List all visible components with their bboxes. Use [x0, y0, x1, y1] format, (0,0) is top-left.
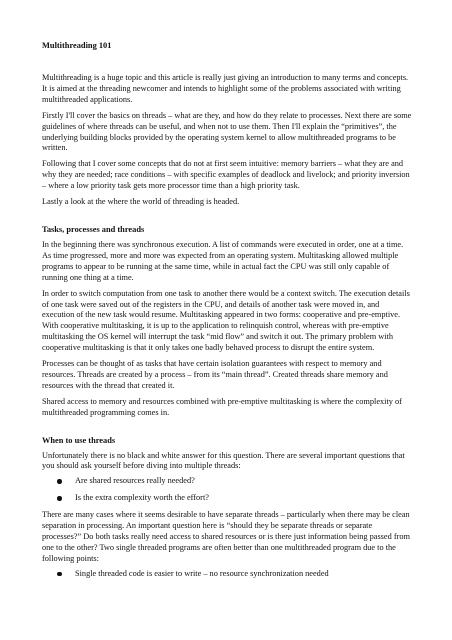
- list-item: [42, 493, 412, 504]
- section1-paragraph-1: In the beginning there was synchronous execution. A list of commands were executed in order, one at a time. As time progressed, more and more was expected from an operating system. Multitasking allowed multiple programs to appear to be running at the same time, while in actual fact the CPU was still only capable of running one thing at a time.: [42, 239, 404, 282]
- bullet-list: [42, 476, 412, 504]
- list-item: [42, 569, 412, 580]
- intro-paragraph-3: Following that I cover some concepts that do not at first seem intuitive: memory barriers – what they are and why they are needed; race conditions – with specific examples of deadlock and livelock; and priority inversion – where a low priority task gets more processor time than a high priority task.: [42, 159, 410, 191]
- bullet-list-2: [42, 569, 412, 580]
- section-heading-tasks: Tasks, processes and threads: [42, 224, 145, 234]
- section1-paragraph-3: Processes can be thought of as tasks that have certain isolation guarantees with respect to memory and resources. Threads are created by a process – from its “main thread”. Created threads share memory and resources with the thread that created it.: [42, 359, 388, 390]
- section-heading-when: When to use threads: [42, 435, 116, 445]
- intro-paragraph-2: Firstly I'll cover the basics on threads – what are they, and how do they relate to processes. Next there are some guidelines of where threads can be useful, and when not to use them. Then I'll explain the “primitives”, the underlying building blocks provided by the operating system kernel to allow multithreaded programs to be written.: [42, 110, 412, 153]
- bullet-icon: [57, 572, 62, 577]
- list-item-text: Are shared resources really needed?: [75, 476, 195, 486]
- intro-paragraph-1: Multithreading is a huge topic and this article is really just giving an introduction to many terms and concepts. It is aimed at the threading newcomer and intends to highlight some of the problems associated with writing multithreaded applications.: [42, 73, 409, 104]
- intro-paragraph-4: Lastly a look at the where the world of threading is headed.: [42, 197, 240, 207]
- list-item-text: Is the extra complexity worth the effort?: [75, 493, 209, 503]
- list-item-text: Single threaded code is easier to write – no resource synchronization needed: [75, 568, 329, 578]
- document-title: Multithreading 101: [42, 41, 112, 50]
- section2-body: There are many cases where it seems desirable to have separate threads – particularly when there may be clean separation in processing. An important question here is “should they be separate threads or separate processes?” Do both tasks really need access to shared resources or is there just information being passed from one to the other? Two single threaded programs are often better than one multithreaded program due to the following points:: [42, 510, 410, 563]
- section2-lead: Unfortunately there is no black and white answer for this question. There are several important questions that you should ask yourself before diving into multiple threads:: [42, 450, 405, 471]
- section1-paragraph-4: Shared access to memory and resources combined with pre-emptive multitasking is where the complexity of multithreaded programming comes in.: [42, 396, 402, 417]
- section1-paragraph-2: In order to switch computation from one task to another there would be a context switch. The execution details of one task were saved out of the registers in the CPU, and details of another task were moved in, and execution of the new task would resume. Multitasking appeared in two forms: cooperative and pre-emptive. With cooperative multitasking, it is up to the application to relinquish control, whereas with pre-emptive multitasking the OS kernel will interrupt the task “mid flow” and switch it out. The primary problem with cooperative multitasking is that it only takes one badly behaved process to disrupt the entire system.: [42, 288, 410, 353]
- document-page: [42, 40, 412, 586]
- bullet-icon: [57, 479, 62, 484]
- bullet-icon: [57, 496, 62, 501]
- list-item: [42, 476, 412, 487]
